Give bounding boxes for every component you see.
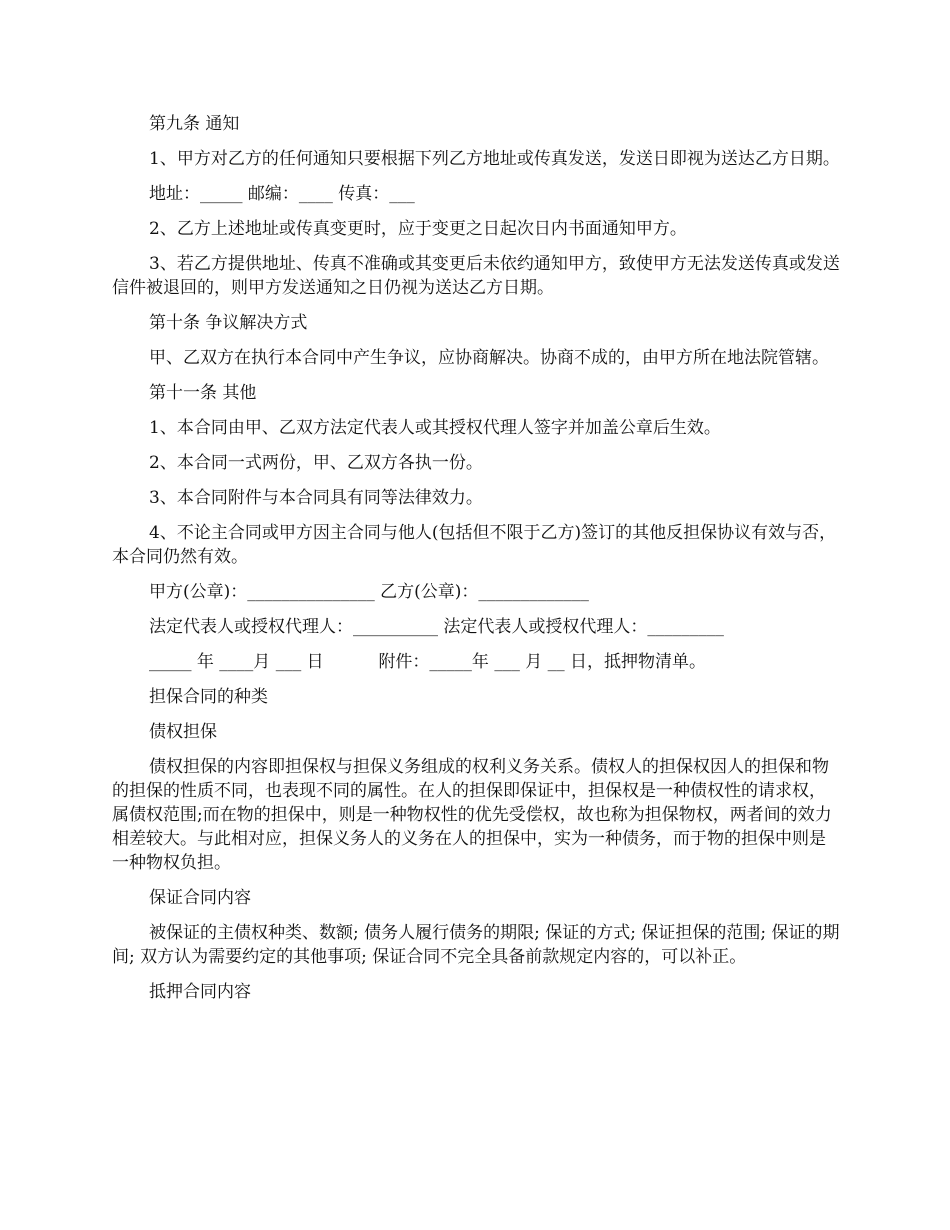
article-11-item-1: 1、本合同由甲、乙双方法定代表人或其授权代理人签字并加盖公章后生效。 (149, 418, 721, 438)
debt-guarantee-body: 债权担保的内容即担保权与担保义务组成的权利义务关系。债权人的担保权因人的担保和物的担保的性质不同，也表现不同的属性。在人的担保即保证中，担保权是一种债权性的请求权，属债权范围;而在物的担保中，则是一种物权性的优先受偿权，故也称为担保物权，两者间的效力相差较大。与此相对应，担保义务人的义务在人的担保中，实为一种债务，而于物的担保中则是一种物权负担。 (112, 757, 832, 873)
document-body (112, 112, 840, 1015)
guarantee-types-heading: 担保合同的种类 (149, 687, 268, 707)
attachment-note: 附件：_____年 ___ 月 __ 日，抵押物清单。 (378, 652, 707, 672)
article-11-item-4: 4、不论主合同或甲方因主合同与他人(包括但不限于乙方)签订的其他反担保协议有效与否，本合同仍然有效。 (112, 523, 837, 567)
party-a-seal: 甲方(公章)：_______________ (149, 582, 375, 602)
article-9-item-2: 2、乙方上述地址或传真变更时，应于变更之日起次日内书面通知甲方。 (149, 219, 687, 239)
party-a-representative: 法定代表人或授权代理人：__________ (149, 617, 438, 637)
article-10-heading: 第十条 争议解决方式 (149, 313, 308, 333)
article-11-heading: 第十一条 其他 (149, 383, 257, 403)
signature-representative-line (112, 615, 840, 639)
guarantee-contract-body: 被保证的主债权种类、数额; 债务人履行债务的期限; 保证的方式; 保证担保的范围; 保证的期间; 双方认为需要约定的其他事项; 保证合同不完全具备前款规定内容的，可以补正。 (112, 923, 840, 967)
article-11-item-2: 2、本合同一式两份，甲、乙双方各执一份。 (149, 453, 483, 473)
article-10-body: 甲、乙双方在执行本合同中产生争议，应协商解决。协商不成的，由甲方所在地法院管辖。 (149, 348, 829, 368)
guarantee-contract-heading: 保证合同内容 (149, 888, 251, 908)
article-9-address-line: 地址：_____ 邮编：____ 传真：___ (149, 184, 415, 204)
mortgage-contract-heading: 抵押合同内容 (149, 982, 251, 1002)
article-9-item-1: 1、甲方对乙方的任何通知只要根据下列乙方地址或传真发送，发送日即视为送达乙方日期。 (149, 149, 840, 169)
article-9-item-3: 3、若乙方提供地址、传真不准确或其变更后未依约通知甲方，致使甲方无法发送传真或发送信件被退回的，则甲方发送通知之日仍视为送达乙方日期。 (112, 254, 840, 298)
signature-date-line (112, 650, 840, 674)
debt-guarantee-heading: 债权担保 (149, 722, 217, 742)
signature-date: _____ 年 ____月 ___ 日 (149, 652, 324, 672)
article-9-heading: 第九条 通知 (149, 114, 240, 134)
article-11-item-3: 3、本合同附件与本合同具有同等法律效力。 (149, 488, 483, 508)
party-b-seal: 乙方(公章)：_____________ (380, 582, 589, 602)
party-b-representative: 法定代表人或授权代理人：_________ (443, 617, 724, 637)
signature-seal-line (112, 580, 840, 604)
